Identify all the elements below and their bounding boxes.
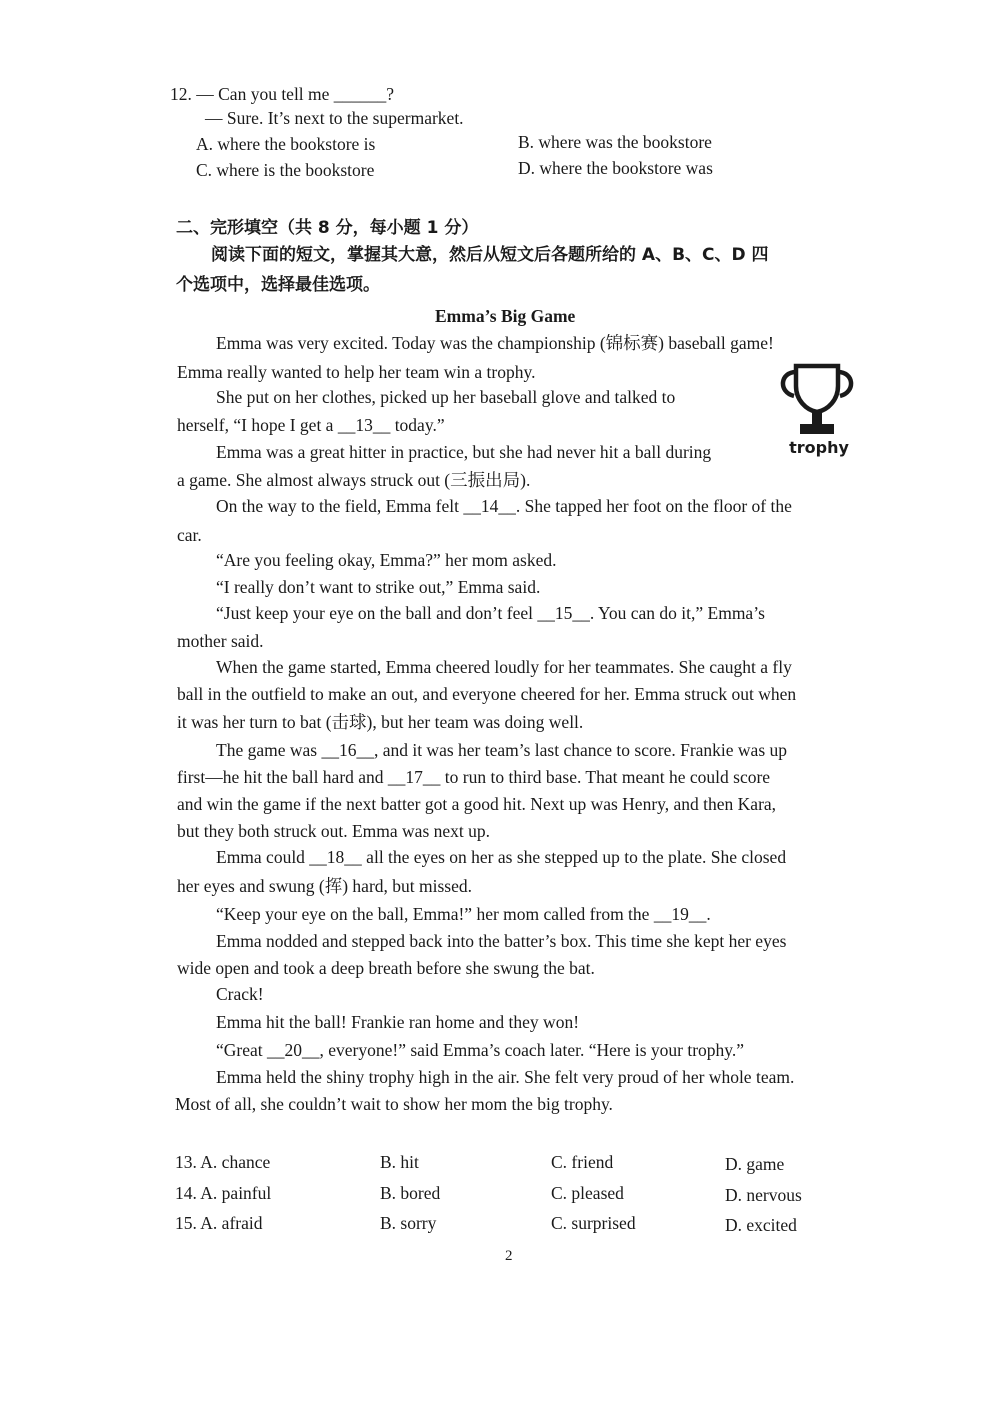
passage-line: Emma held the shiny trophy high in the air. She felt very proud of her whole team. [216,1067,795,1087]
q13-option-b: B. hit [380,1152,419,1172]
q12-stem: 12. — Can you tell me ______? [170,84,395,104]
page-number: 2 [505,1248,513,1264]
section-instruction-2: 个选项中，选择最佳选项。 [176,275,380,295]
passage-line: Most of all, she couldn’t wait to show her mom the big trophy. [175,1094,613,1114]
passage-line: The game was __16__, and it was her team’s last chance to score. Frankie was up [216,740,788,760]
passage-line: Emma hit the ball! Frankie ran home and they won! [216,1012,580,1032]
passage-line: ball in the outfield to make an out, and everyone cheered for her. Emma struck out when [177,684,797,704]
q13-option-d: D. game [725,1154,785,1174]
passage-line: “Great __20__, everyone!” said Emma’s coach later. “Here is your trophy.” [216,1040,745,1060]
passage-line: a game. She almost always struck out (三振出局). [177,470,531,490]
q12-reply: — Sure. It’s next to the supermarket. [205,108,464,128]
q14-option-a: 14. A. painful [175,1183,272,1203]
passage-line: it was her turn to bat (击球), but her team was doing well. [177,712,584,732]
passage-line: herself, “I hope I get a __13__ today.” [177,415,445,435]
passage-line: her eyes and swung (挥) hard, but missed. [177,876,473,896]
q15-option-c: C. surprised [551,1213,636,1233]
passage-line: Emma really wanted to help her team win a trophy. [177,362,536,382]
passage-line: “I really don’t want to strike out,” Emma said. [216,577,541,597]
trophy-icon [776,360,858,438]
passage-line: On the way to the field, Emma felt __14__. She tapped her foot on the floor of the [216,496,792,516]
q15-option-d: D. excited [725,1215,797,1235]
q12-option-c: C. where is the bookstore [196,160,375,180]
passage-line: car. [177,525,202,545]
trophy-label: trophy [789,438,849,457]
q15-option-a: 15. A. afraid [175,1213,263,1233]
passage-line: When the game started, Emma cheered loudly for her teammates. She caught a fly [216,657,792,677]
q13-option-a: 13. A. chance [175,1152,271,1172]
passage-line: but they both struck out. Emma was next up. [177,821,491,841]
passage-line: She put on her clothes, picked up her baseball glove and talked to [216,387,676,407]
q14-option-c: C. pleased [551,1183,624,1203]
passage-line: “Just keep your eye on the ball and don’t feel __15__. You can do it,” Emma’s [216,603,765,623]
q15-option-b: B. sorry [380,1213,437,1233]
q12-option-b: B. where was the bookstore [518,132,712,152]
passage-title: Emma’s Big Game [435,306,576,326]
passage-line: mother said. [177,631,264,651]
passage-line: wide open and took a deep breath before she swung the bat. [177,958,595,978]
passage-line: and win the game if the next batter got a good hit. Next up was Henry, and then Kara, [177,794,777,814]
section-instruction-1: 阅读下面的短文，掌握其大意，然后从短文后各题所给的 A、B、C、D 四 [211,245,769,265]
passage-line: “Are you feeling okay, Emma?” her mom asked. [216,550,557,570]
q13-option-c: C. friend [551,1152,614,1172]
section-heading: 二、完形填空（共 8 分，每小题 1 分） [176,218,479,238]
passage-line: Emma was a great hitter in practice, but she had never hit a ball during [216,442,712,462]
passage-line: Emma nodded and stepped back into the batter’s box. This time she kept her eyes [216,931,787,951]
passage-line: “Keep your eye on the ball, Emma!” her mom called from the __19__. [216,904,711,924]
q14-option-b: B. bored [380,1183,441,1203]
passage-line: Crack! [216,984,264,1004]
q12-option-d: D. where the bookstore was [518,158,713,178]
passage-line: Emma could __18__ all the eyes on her as she stepped up to the plate. She closed [216,847,787,867]
q14-option-d: D. nervous [725,1185,802,1205]
passage-line: first—he hit the ball hard and __17__ to run to third base. That meant he could score [177,767,771,787]
trophy-illustration [776,360,858,460]
q12-option-a: A. where the bookstore is [196,134,376,154]
passage-line: Emma was very excited. Today was the championship (锦标赛) baseball game! [216,333,774,353]
